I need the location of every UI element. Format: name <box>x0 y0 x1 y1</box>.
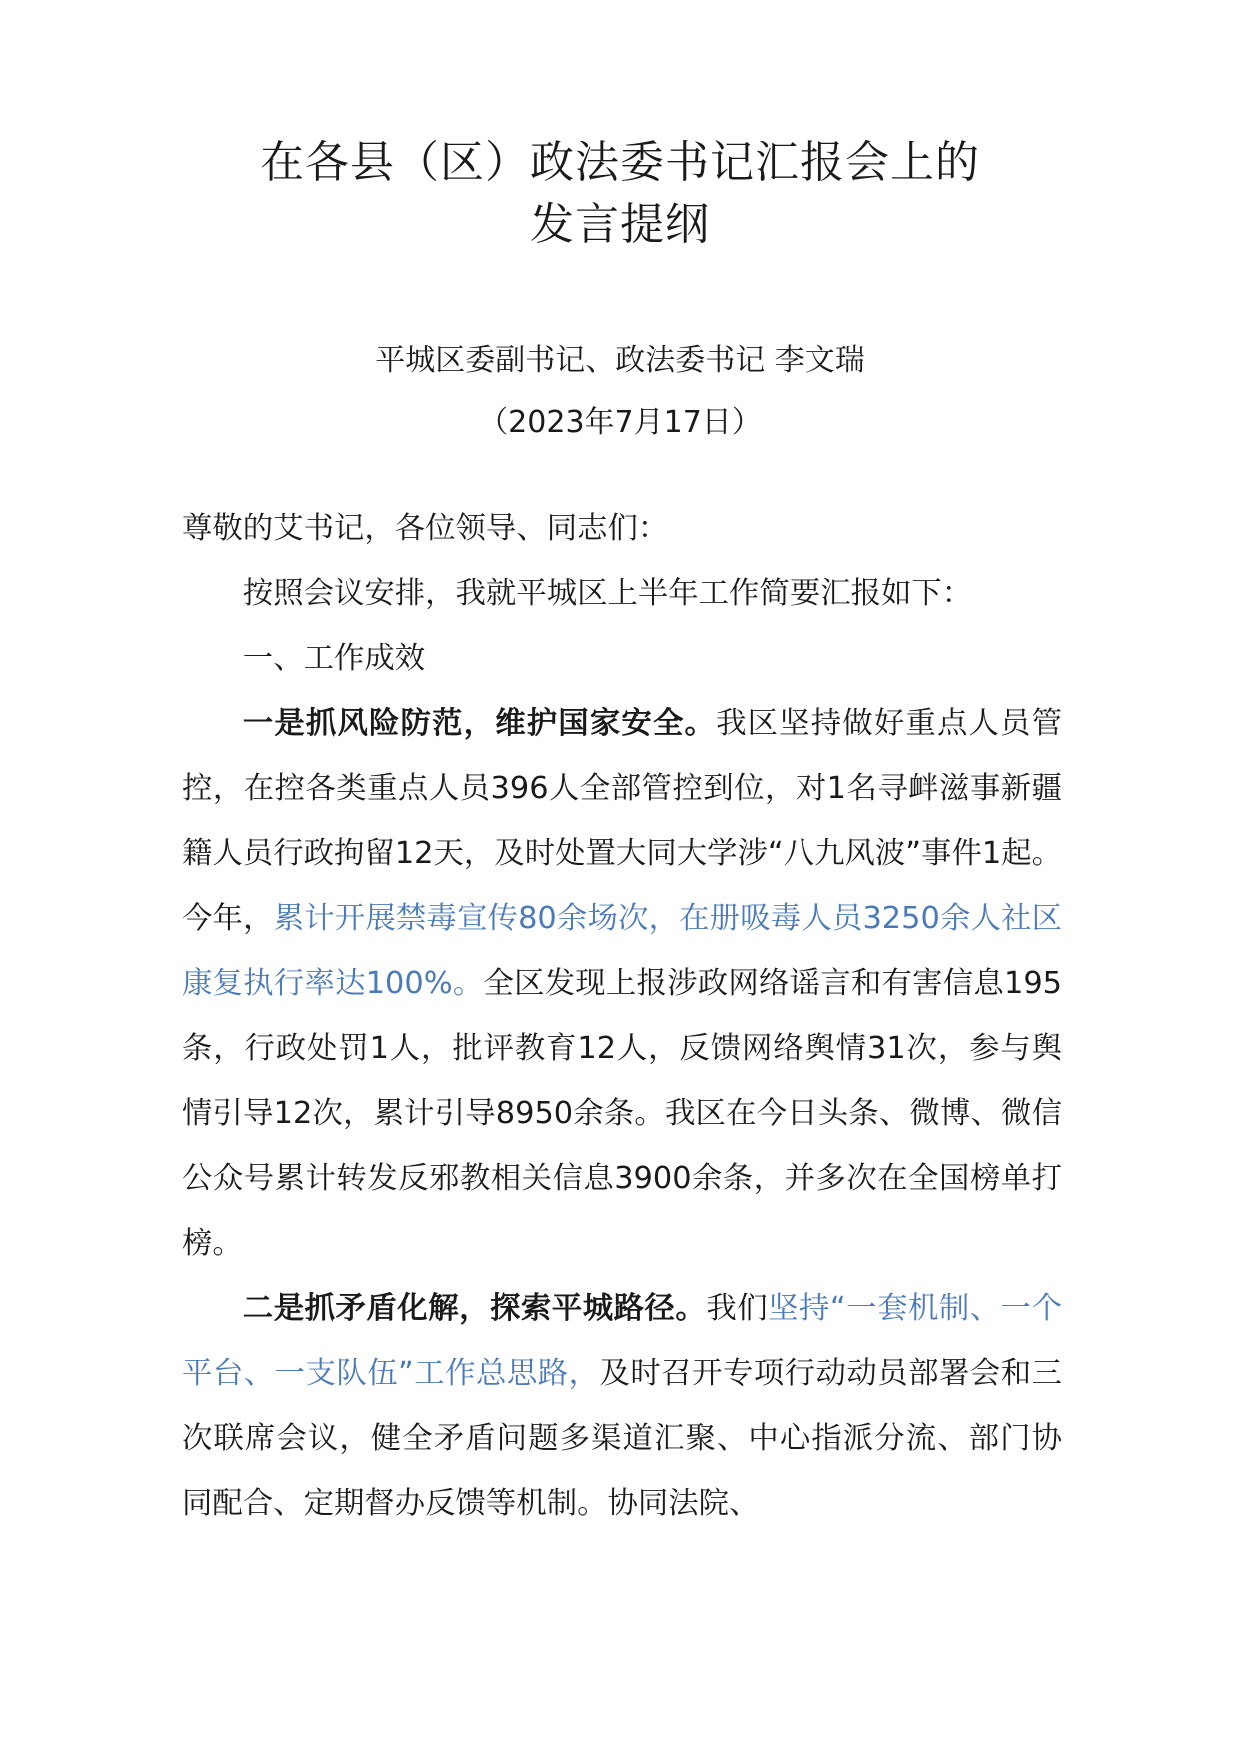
highlighted-text: 坚持“一套机制、一个平台、一支队伍”工作总思路， <box>182 1291 1062 1391</box>
document-body <box>182 496 1062 1536</box>
title-line-1: 在各县（区）政法委书记汇报会上的 <box>260 137 980 188</box>
author-line: 平城区委副书记、政法委书记 李文瑞 <box>375 343 865 378</box>
title-line-2: 发言提纲 <box>530 199 710 250</box>
paragraph-text: 全区发现上报涉政网络谣言和有害信息195条，行政处罚1人，批评教育12人，反馈网络舆情31次，参与舆情引导12次，累计引导8950余条。我区在今日头条、微博、微信公众号累计转发反邪教相关信息3900余条，并多次在全国榜单打榜。 <box>182 966 1062 1261</box>
paragraph-lead: 二是抓矛盾化解，探索平城路径。 <box>242 1291 707 1326</box>
paragraph-risk-prevention <box>182 691 1062 1276</box>
paragraph-text: 我区坚持做好重点人员管控，在控各类重点人员396人全部管控到位，对1名寻衅滋事新疆籍人员行政拘留12天，及时处置大同大学涉“八九风波”事件1起。今年， <box>182 706 1062 936</box>
paragraph-lead: 一是抓风险防范，维护国家安全。 <box>242 706 717 741</box>
intro-paragraph: 按照会议安排，我就平城区上半年工作简要汇报如下： <box>242 576 973 611</box>
paragraph-conflict-resolution <box>182 1276 1062 1536</box>
paragraph-text: 及时召开专项行动动员部署会和三次联席会议，健全矛盾问题多渠道汇聚、中心指派分流、部门协同配合、定期督办反馈等机制。协同法院、 <box>182 1356 1062 1521</box>
date-line: （2023年7月17日） <box>478 405 762 440</box>
document-title <box>0 132 1240 256</box>
highlighted-text: 累计开展禁毒宣传80余场次，在册吸毒人员3250余人社区康复执行率达100%。 <box>182 901 1062 1001</box>
section-heading: 一、工作成效 <box>242 641 426 676</box>
paragraph-text: 我们 <box>706 1291 769 1326</box>
salutation: 尊敬的艾书记，各位领导、同志们： <box>182 511 669 546</box>
